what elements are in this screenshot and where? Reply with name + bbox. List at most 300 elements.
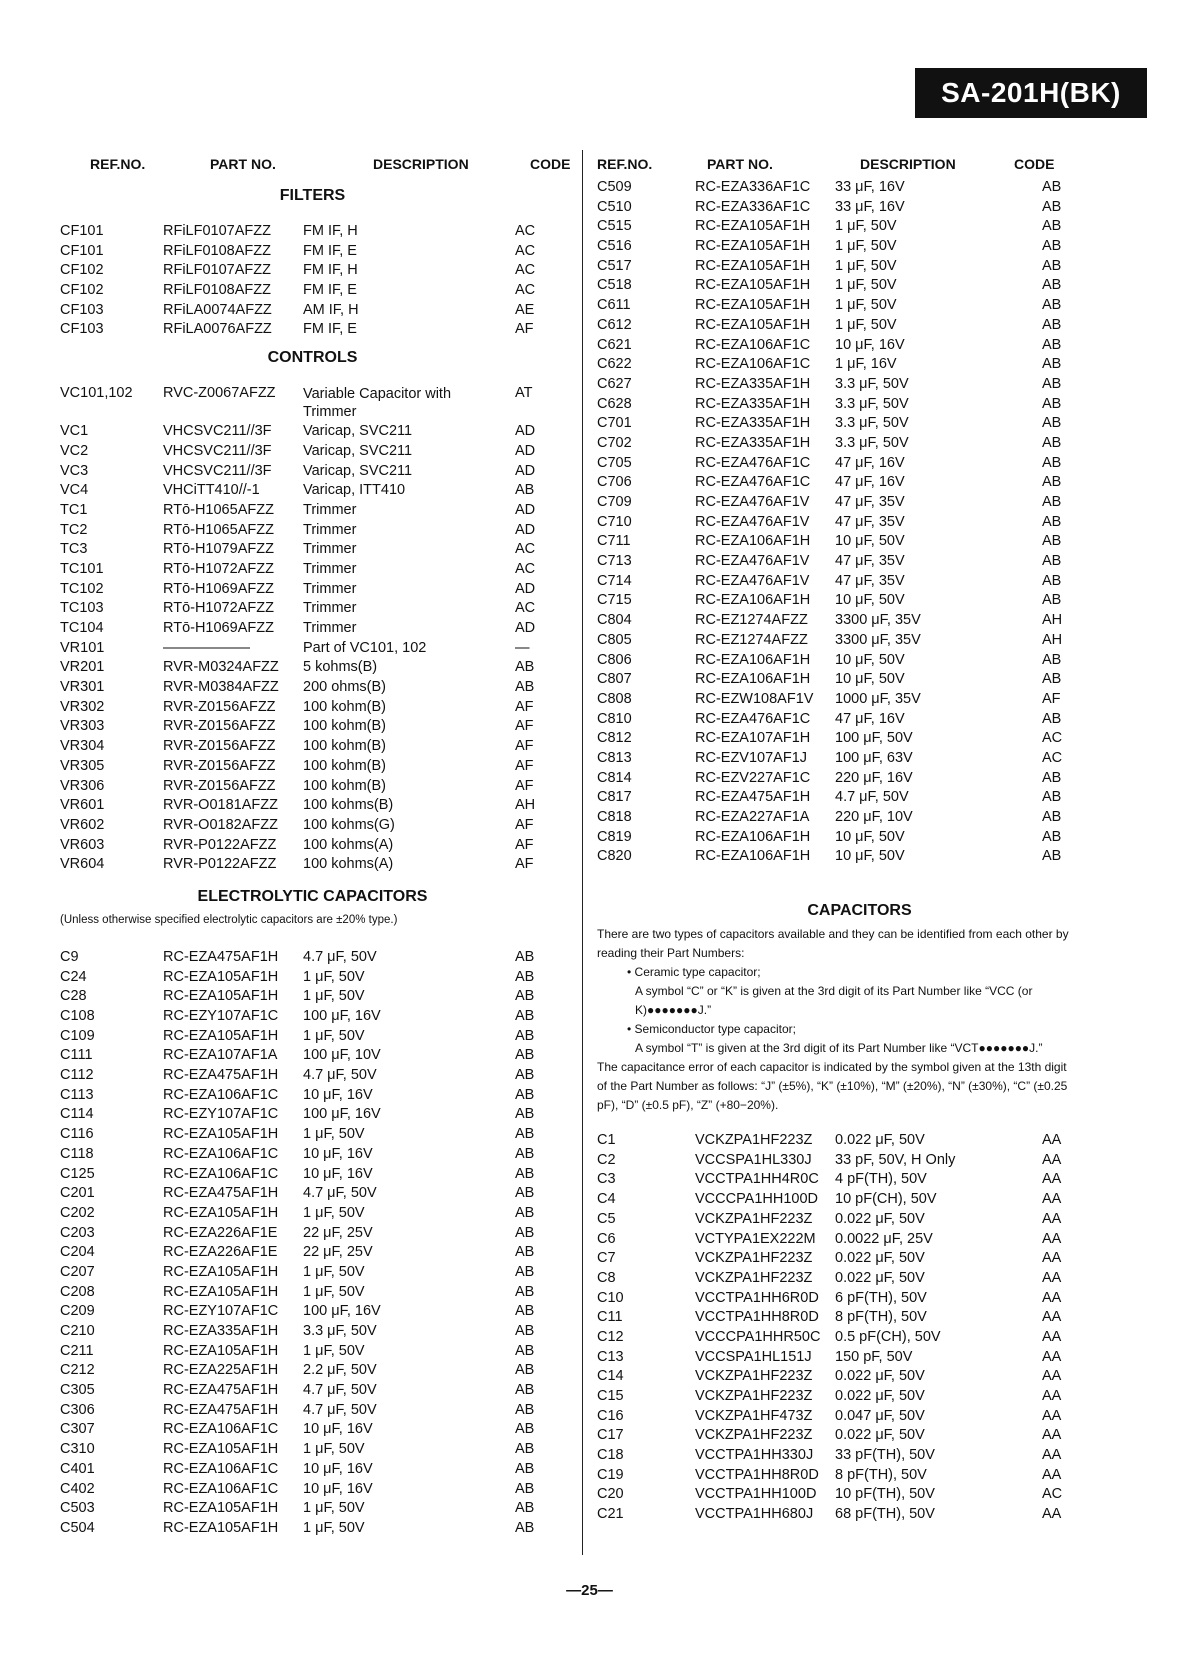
- cell-desc: 1 μF, 50V: [303, 1283, 365, 1300]
- cell-code: AF: [515, 757, 534, 774]
- cell-desc: 3300 μF, 35V: [835, 612, 921, 629]
- cell-part: RC-EZA105AF1H: [163, 1441, 279, 1458]
- cell-code: AA: [1042, 1132, 1062, 1149]
- cell-ref: C209: [60, 1303, 95, 1320]
- cell-ref: VR303: [60, 718, 105, 735]
- cell-ref: C814: [597, 769, 632, 786]
- table-row: [60, 1184, 565, 1204]
- table-row: [597, 198, 1122, 218]
- cell-part: VCCSPA1HL151J: [695, 1348, 812, 1365]
- cell-desc: 1 μF, 50V: [835, 257, 897, 274]
- cell-ref: C702: [597, 434, 632, 451]
- table-row: [60, 1460, 565, 1480]
- cell-ref: C118: [60, 1145, 94, 1162]
- cell-part: RC-EZA106AF1H: [695, 533, 811, 550]
- table-row: [597, 237, 1122, 257]
- cell-ref: C820: [597, 848, 632, 865]
- cell-code: AB: [515, 1441, 535, 1458]
- cell-code: AB: [515, 1086, 535, 1103]
- table-row: [597, 355, 1122, 375]
- table-row: [60, 1342, 565, 1362]
- table-row: [60, 777, 565, 797]
- table-row: [60, 1086, 565, 1106]
- cell-desc: 6 pF(TH), 50V: [835, 1289, 927, 1306]
- cell-ref: C819: [597, 828, 632, 845]
- cell-part: RC-EZA105AF1H: [163, 1027, 279, 1044]
- cell-code: AB: [1042, 848, 1062, 865]
- cell-desc: FM IF, E: [303, 242, 357, 259]
- cell-part: RTō-H1079AFZZ: [163, 541, 274, 558]
- table-row: [597, 513, 1122, 533]
- cell-part: VCKZPA1HF473Z: [695, 1407, 813, 1424]
- cell-ref: VR304: [60, 738, 105, 755]
- cell-ref: TC2: [60, 521, 88, 538]
- cell-part: RFiLF0108AFZZ: [163, 282, 271, 299]
- cell-ref: C706: [597, 474, 632, 491]
- cell-ref: C401: [60, 1460, 95, 1477]
- table-row: [60, 948, 565, 968]
- cell-part: RC-EZA105AF1H: [163, 1126, 279, 1143]
- cell-code: AB: [515, 1106, 535, 1123]
- cell-part: RTō-H1072AFZZ: [163, 560, 274, 577]
- cell-desc: 10 μF, 16V: [303, 1086, 373, 1103]
- cell-code: AB: [1042, 553, 1062, 570]
- cell-ref: C114: [60, 1106, 94, 1123]
- semiconductor-text: A symbol “T” is given at the 3rd digit of its Part Number like “VCT●●●●●●●J.”: [635, 1041, 1043, 1056]
- cell-code: AB: [515, 1263, 535, 1280]
- cell-desc: 1 μF, 50V: [303, 1441, 365, 1458]
- cell-code: AB: [515, 1500, 535, 1517]
- cell-desc: 100 kohms(A): [303, 836, 394, 853]
- cell-part: RTō-H1072AFZZ: [163, 600, 274, 617]
- cell-code: AA: [1042, 1289, 1062, 1306]
- cell-code: AB: [1042, 533, 1062, 550]
- cell-ref: C509: [597, 179, 632, 195]
- cell-part: RVR-M0324AFZZ: [163, 659, 279, 676]
- cell-ref: C16: [597, 1407, 624, 1424]
- cell-part: RC-EZA476AF1V: [695, 513, 810, 530]
- cell-desc: 100 μF, 16V: [303, 1303, 381, 1320]
- cell-desc: 1 μF, 50V: [303, 1500, 365, 1517]
- table-row: [597, 1348, 1122, 1368]
- cell-code: AB: [1042, 198, 1062, 215]
- cell-code: AA: [1042, 1466, 1062, 1483]
- cell-part: RC-EZV227AF1C: [695, 769, 811, 786]
- table-row: [597, 1190, 1122, 1210]
- cell-part: RC-EZA335AF1H: [695, 375, 811, 392]
- cell-desc: FM IF, H: [303, 262, 358, 279]
- cell-ref: C705: [597, 454, 632, 471]
- cell-desc: 10 μF, 50V: [835, 671, 905, 688]
- table-row: [60, 1420, 565, 1440]
- cell-desc: 0.022 μF, 50V: [835, 1210, 925, 1227]
- cell-part: RC-EZV107AF1J: [695, 749, 808, 766]
- left-column: [60, 150, 571, 1539]
- cell-part: RC-EZA106AF1H: [695, 651, 811, 668]
- cell-desc: 220 μF, 10V: [835, 809, 913, 825]
- cell-desc: 100 μF, 16V: [303, 1106, 381, 1123]
- cell-part: VCCTPA1HH8R0D: [695, 1466, 819, 1483]
- table-row: [597, 473, 1122, 493]
- cell-part: RC-EZA476AF1C: [695, 474, 811, 491]
- cell-part: VHCSVC211//3F: [163, 423, 272, 440]
- cell-ref: VC1: [60, 423, 89, 440]
- cell-code: AB: [515, 659, 535, 676]
- cell-code: AB: [1042, 769, 1062, 786]
- cell-code: AB: [1042, 336, 1062, 353]
- cell-desc: 4.7 μF, 50V: [303, 1185, 377, 1202]
- table-row: [597, 532, 1122, 552]
- cell-code: AC: [515, 600, 536, 617]
- cell-part: RC-EZA105AF1H: [695, 316, 811, 333]
- cell-desc: 100 kohm(B): [303, 698, 387, 715]
- table-row: [60, 422, 565, 442]
- cell-code: AB: [1042, 277, 1062, 294]
- cell-part: RC-EZA105AF1H: [695, 218, 811, 235]
- table-row: [597, 1505, 1122, 1525]
- cell-desc: Trimmer: [303, 580, 357, 597]
- cell-desc: 0.047 μF, 50V: [835, 1407, 925, 1424]
- cell-code: AA: [1042, 1250, 1062, 1267]
- cell-desc: 1 μF, 50V: [303, 1126, 365, 1143]
- cell-code: AC: [1042, 749, 1063, 766]
- cell-code: AE: [515, 301, 535, 318]
- cell-code: AD: [515, 580, 536, 597]
- table-row: [597, 1230, 1122, 1250]
- cell-code: AA: [1042, 1407, 1062, 1424]
- cell-code: AC: [515, 282, 536, 299]
- cell-code: AB: [515, 1008, 535, 1024]
- cell-desc: 100 kohms(B): [303, 797, 394, 814]
- cell-code: AB: [515, 1145, 535, 1162]
- cell-code: AB: [515, 948, 535, 965]
- cell-desc: Trimmer: [303, 620, 357, 636]
- cell-part: RFiLF0107AFZZ: [163, 262, 271, 279]
- cell-desc: 3.3 μF, 50V: [835, 395, 909, 412]
- cell-ref: C813: [597, 749, 632, 766]
- cell-code: AF: [515, 856, 534, 873]
- cell-part: RC-EZA335AF1H: [163, 1323, 279, 1339]
- cell-desc: 33 pF, 50V, H Only: [835, 1151, 956, 1168]
- table-row: [60, 1302, 565, 1322]
- cell-ref: C808: [597, 690, 632, 707]
- cell-desc: 10 μF, 16V: [835, 336, 905, 353]
- table-row: [597, 552, 1122, 572]
- cell-code: AB: [1042, 375, 1062, 392]
- table-row: [597, 454, 1122, 474]
- cell-desc: 3.3 μF, 50V: [303, 1323, 377, 1339]
- cell-ref: C812: [597, 730, 632, 747]
- cell-ref: C612: [597, 316, 632, 333]
- cell-code: AA: [1042, 1447, 1062, 1464]
- table-row: [597, 690, 1122, 710]
- cell-part: RC-EZY107AF1C: [163, 1303, 279, 1320]
- cell-ref: TC102: [60, 580, 104, 597]
- cell-ref: CF102: [60, 262, 104, 279]
- table-row: [60, 678, 565, 698]
- cell-code: AD: [515, 620, 536, 636]
- cell-part: RC-EZA475AF1H: [163, 1382, 279, 1399]
- cell-part: RVR-M0384AFZZ: [163, 679, 279, 696]
- cell-part: RC-EZA106AF1H: [695, 592, 811, 609]
- cell-code: AH: [1042, 631, 1063, 648]
- table-row: [60, 560, 565, 580]
- cell-ref: C17: [597, 1427, 624, 1444]
- cell-ref: VR201: [60, 659, 105, 676]
- table-row: [60, 1145, 565, 1165]
- table-row: [60, 442, 565, 462]
- cell-ref: C510: [597, 198, 632, 215]
- cell-desc: 10 μF, 50V: [835, 848, 905, 865]
- table-row: [60, 658, 565, 678]
- cell-code: AB: [515, 1204, 535, 1221]
- cell-part: RVR-P0122AFZZ: [163, 836, 277, 853]
- table-row: [60, 1480, 565, 1500]
- table-row: [597, 749, 1122, 769]
- cell-ref: C18: [597, 1447, 624, 1464]
- cell-code: AC: [1042, 1486, 1063, 1503]
- cell-part: RC-EZA105AF1H: [163, 1519, 279, 1536]
- cell-code: AB: [515, 1303, 535, 1320]
- cell-code: AB: [515, 1027, 535, 1044]
- table-row: [60, 1519, 565, 1539]
- cell-part: RC-EZA106AF1C: [163, 1480, 279, 1497]
- table-row: [60, 1007, 565, 1027]
- table-row: [60, 242, 565, 262]
- cell-code: AC: [515, 560, 536, 577]
- cell-desc: 0.022 μF, 50V: [835, 1368, 925, 1385]
- table-row: [597, 1210, 1122, 1230]
- table-row: [597, 611, 1122, 631]
- cell-part: VHCiTT410//-1: [163, 482, 260, 499]
- cell-code: AT: [515, 385, 533, 402]
- electrolytic-list-left: [60, 948, 565, 1539]
- cell-desc: 10 μF, 50V: [835, 828, 905, 845]
- cell-code: AB: [1042, 809, 1062, 825]
- cell-desc: 1 μF, 50V: [835, 238, 897, 255]
- table-row: [597, 1308, 1122, 1328]
- cell-desc: 0.022 μF, 50V: [835, 1269, 925, 1286]
- header-code: CODE: [1014, 156, 1055, 172]
- table-row: [60, 261, 565, 281]
- cell-part: RC-EZA107AF1H: [695, 730, 811, 747]
- cell-desc: 1 μF, 50V: [303, 988, 365, 1005]
- cell-code: AF: [515, 718, 534, 735]
- cell-desc: 1 μF, 50V: [303, 1263, 365, 1280]
- table-row: [597, 591, 1122, 611]
- table-row: [60, 1401, 565, 1421]
- cell-part: RC-EZA106AF1C: [695, 336, 811, 353]
- cell-ref: C13: [597, 1348, 624, 1365]
- cell-ref: C15: [597, 1388, 624, 1404]
- table-row: [597, 631, 1122, 651]
- cell-ref: C515: [597, 218, 632, 235]
- table-row: [597, 729, 1122, 749]
- table-row: [60, 796, 565, 816]
- cell-code: AD: [515, 442, 536, 459]
- cell-desc: 3300 μF, 35V: [835, 631, 921, 648]
- cell-ref: C21: [597, 1506, 624, 1523]
- table-row: [60, 1440, 565, 1460]
- table-row: [597, 434, 1122, 454]
- table-row: [597, 1170, 1122, 1190]
- cell-ref: C503: [60, 1500, 95, 1517]
- cell-ref: C713: [597, 553, 632, 570]
- cell-desc: 8 pF(TH), 50V: [835, 1309, 927, 1326]
- cell-part: RC-EZA105AF1H: [163, 1283, 279, 1300]
- cell-ref: C7: [597, 1250, 616, 1267]
- table-row: [60, 1381, 565, 1401]
- cell-code: AA: [1042, 1368, 1062, 1385]
- cell-part: RC-EZA476AF1V: [695, 553, 810, 570]
- cell-ref: C116: [60, 1126, 94, 1143]
- table-row: [60, 836, 565, 856]
- cell-part: VCCTPA1HH8R0D: [695, 1309, 819, 1326]
- cell-ref: C112: [60, 1067, 94, 1084]
- table-row: [60, 1361, 565, 1381]
- cell-code: AD: [515, 521, 536, 538]
- cell-code: AF: [515, 816, 534, 833]
- cell-desc: 100 kohms(A): [303, 856, 394, 873]
- cell-ref: C9: [60, 948, 79, 965]
- cell-part: RC-EZA105AF1H: [695, 257, 811, 274]
- column-divider: [582, 150, 583, 1555]
- cell-code: AB: [515, 1401, 535, 1418]
- table-row: [60, 717, 565, 737]
- table-row: [597, 1367, 1122, 1387]
- ceramic-text: A symbol “C” or “K” is given at the 3rd digit of its Part Number like “VCC (or K)●●●●●●●J.”: [635, 984, 1033, 1018]
- cell-ref: C305: [60, 1382, 95, 1399]
- cell-desc: Varicap, SVC211: [303, 442, 413, 459]
- cell-code: AB: [515, 1047, 535, 1064]
- table-row: [597, 1289, 1122, 1309]
- ceramic-title: • Ceramic type capacitor;: [627, 965, 761, 980]
- cell-part: RC-EZA106AF1C: [163, 1086, 279, 1103]
- cell-ref: C1: [597, 1132, 616, 1149]
- cell-part: RC-EZY107AF1C: [163, 1106, 279, 1123]
- cell-part: RC-EZA475AF1H: [163, 1185, 279, 1202]
- cell-desc: 0.022 μF, 50V: [835, 1132, 925, 1149]
- cell-part: RC-EZA335AF1H: [695, 434, 811, 451]
- cell-code: AB: [1042, 415, 1062, 432]
- cell-desc: 100 kohm(B): [303, 777, 387, 794]
- header-description: DESCRIPTION: [860, 156, 956, 172]
- table-row: [597, 670, 1122, 690]
- cell-ref: VR305: [60, 757, 105, 774]
- cell-ref: C806: [597, 651, 632, 668]
- cell-code: AB: [515, 1244, 535, 1261]
- cell-code: AB: [515, 988, 535, 1005]
- cell-code: AD: [515, 501, 536, 518]
- cell-ref: C4: [597, 1191, 616, 1208]
- table-row: [60, 1283, 565, 1303]
- cell-ref: C12: [597, 1328, 624, 1345]
- cell-part: VCCSPA1HL330J: [695, 1151, 812, 1168]
- cell-ref: C211: [60, 1342, 94, 1359]
- cell-part: RC-EZA475AF1H: [163, 948, 279, 965]
- cell-ref: C621: [597, 336, 632, 353]
- table-row: [597, 1407, 1122, 1427]
- cell-part: RC-EZA476AF1C: [695, 710, 811, 727]
- table-row: [60, 698, 565, 718]
- cell-ref: C307: [60, 1421, 95, 1438]
- cell-ref: C807: [597, 671, 632, 688]
- cell-desc: 3.3 μF, 50V: [835, 415, 909, 432]
- electrolytic-note: (Unless otherwise specified electrolytic capacitors are ±20% type.): [60, 913, 398, 926]
- cell-ref: VR301: [60, 679, 105, 696]
- cell-code: AB: [515, 968, 535, 985]
- cell-part: RC-EZA227AF1A: [695, 809, 810, 825]
- cell-ref: C208: [60, 1283, 95, 1300]
- cell-part: VCCCPA1HHR50C: [695, 1328, 821, 1345]
- cell-code: AA: [1042, 1269, 1062, 1286]
- cell-code: AA: [1042, 1348, 1062, 1365]
- table-row: [597, 1387, 1122, 1407]
- table-row: [597, 1485, 1122, 1505]
- table-row: [597, 414, 1122, 434]
- cell-ref: C108: [60, 1008, 95, 1024]
- table-row: [597, 217, 1122, 237]
- cell-ref: C810: [597, 710, 632, 727]
- cell-code: AB: [515, 1067, 535, 1084]
- table-row: [597, 1446, 1122, 1466]
- cell-ref: C5: [597, 1210, 616, 1227]
- cell-desc: AM IF, H: [303, 301, 359, 318]
- cell-desc: Varicap, SVC211: [303, 462, 413, 479]
- cell-code: AH: [1042, 612, 1063, 629]
- cell-ref: C207: [60, 1263, 95, 1280]
- cell-part: RC-EZA105AF1H: [163, 1263, 279, 1280]
- cell-desc: 10 μF, 16V: [303, 1421, 373, 1438]
- cell-ref: TC101: [60, 560, 104, 577]
- table-row: [60, 968, 565, 988]
- cell-desc: 47 μF, 35V: [835, 572, 905, 589]
- table-row: [60, 580, 565, 600]
- cell-part: RC-EZA335AF1H: [695, 395, 811, 412]
- model-badge: SA-201H(BK): [915, 68, 1147, 118]
- cell-desc: 0.022 μF, 50V: [835, 1388, 925, 1404]
- cell-ref: C518: [597, 277, 632, 294]
- cell-ref: VC101,102: [60, 385, 133, 402]
- table-row: [60, 1263, 565, 1283]
- cell-part: RC-EZA106AF1C: [163, 1165, 279, 1182]
- cell-code: AA: [1042, 1210, 1062, 1227]
- cell-desc: 0.022 μF, 50V: [835, 1250, 925, 1267]
- cell-desc: 4.7 μF, 50V: [303, 1401, 377, 1418]
- cell-code: AF: [1042, 690, 1061, 707]
- cell-code: AF: [515, 836, 534, 853]
- cell-part: RFiLF0107AFZZ: [163, 223, 271, 239]
- section-title-filters: FILTERS: [279, 187, 346, 204]
- cell-ref: TC104: [60, 620, 104, 636]
- capacitors-list: [597, 1131, 1122, 1525]
- cell-ref: C212: [60, 1362, 95, 1379]
- cell-desc: 100 kohms(G): [303, 816, 395, 833]
- cell-desc: 0.0022 μF, 25V: [835, 1230, 933, 1247]
- cell-ref: C627: [597, 375, 632, 392]
- table-row: [597, 276, 1122, 296]
- cell-code: AB: [1042, 592, 1062, 609]
- table-row: [597, 395, 1122, 415]
- cell-ref: C402: [60, 1480, 95, 1497]
- cell-desc: FM IF, H: [303, 223, 358, 239]
- cell-desc: Variable Capacitor with Trimmer: [303, 386, 452, 421]
- table-row: [597, 769, 1122, 789]
- cell-part: RC-EZ1274AFZZ: [695, 631, 808, 648]
- table-row: [597, 828, 1122, 848]
- cell-ref: C818: [597, 809, 632, 825]
- cell-code: —: [515, 639, 530, 656]
